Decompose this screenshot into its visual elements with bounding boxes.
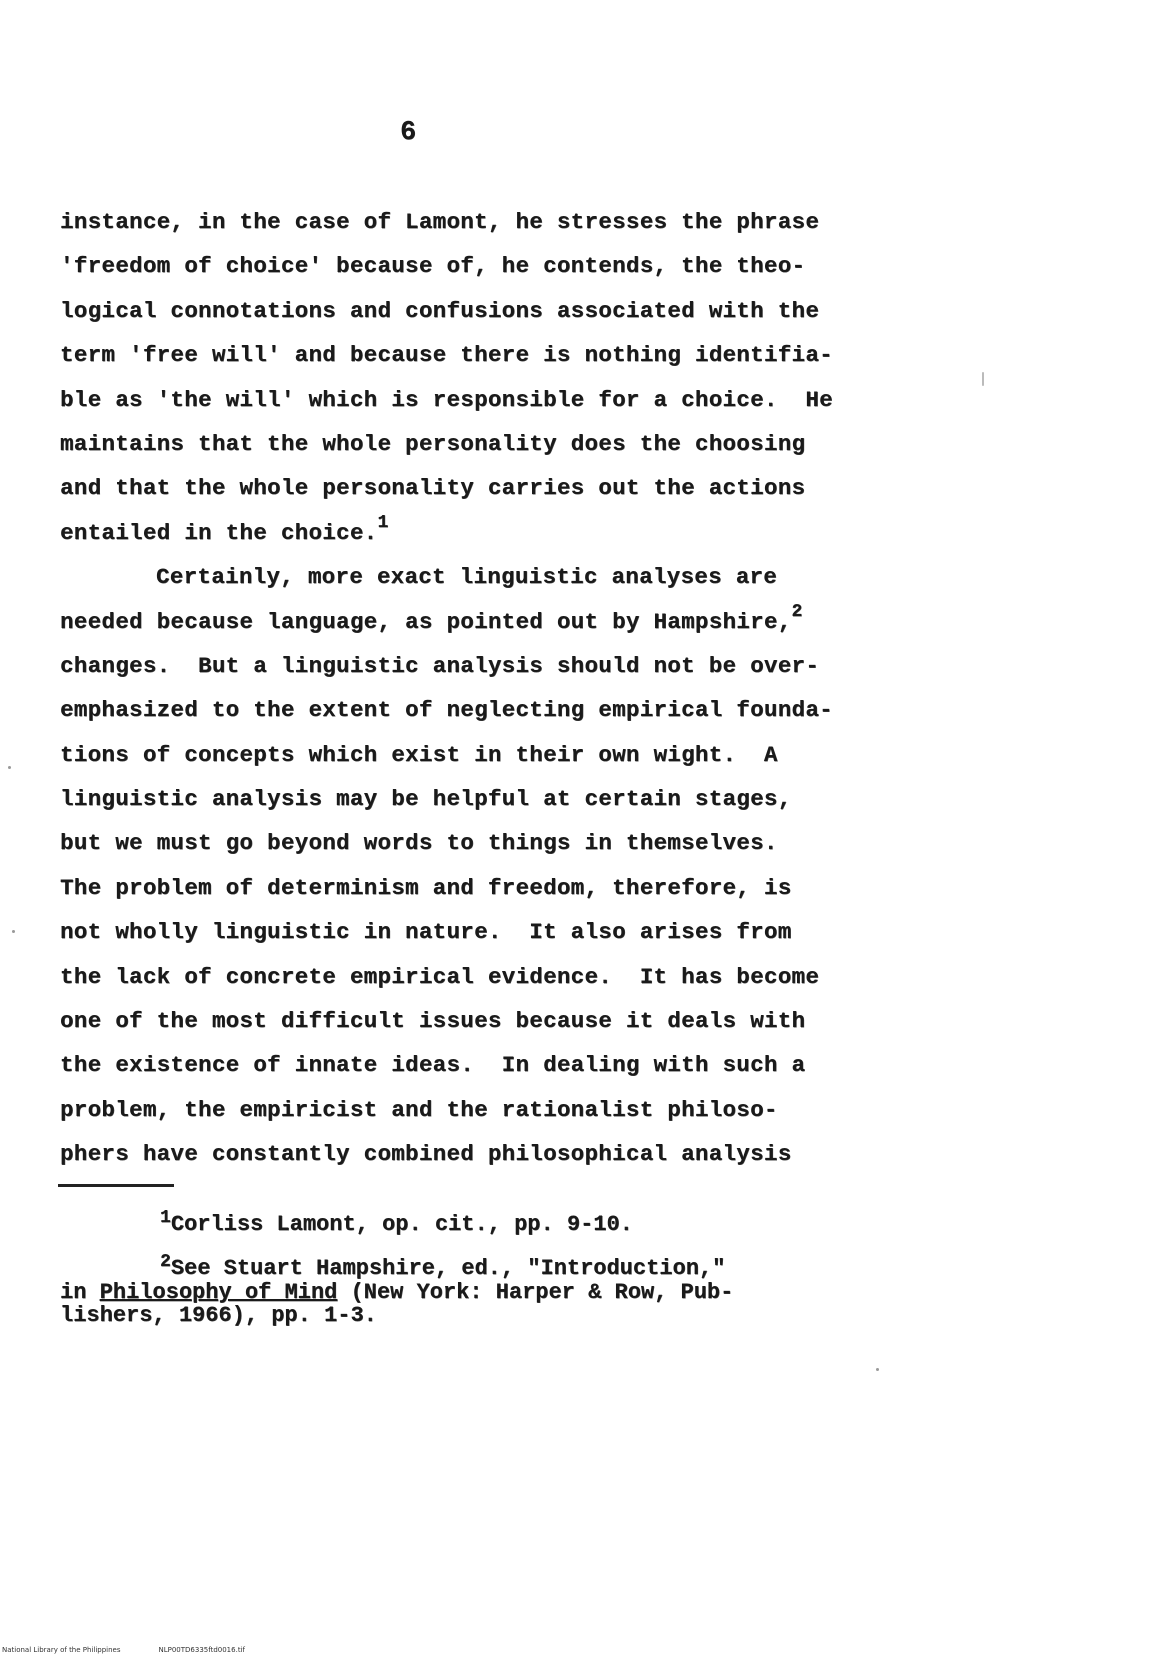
text-line — [60, 555, 860, 599]
text-line — [60, 910, 860, 954]
text-line-content: maintains that the whole personality does the choosing — [60, 430, 806, 457]
text-line-content: problem, the empiricist and the rationalist philoso- — [60, 1096, 778, 1123]
text-line-content: linguistic analysis may be helpful at certain stages, — [60, 786, 792, 813]
text-line — [60, 688, 860, 732]
text-line-content: ble as 'the will' which is responsible for a choice. He — [60, 386, 833, 413]
body-text — [60, 200, 860, 1177]
text-line — [60, 422, 860, 466]
text-line-content: not wholly linguistic in nature. It also arises from — [60, 919, 792, 946]
text-line — [60, 333, 860, 377]
footnote-2-book-title: Philosophy of Mind — [99, 1280, 338, 1305]
text-line-content: tions of concepts which exist in their own wight. A — [60, 741, 778, 768]
scan-speck — [8, 766, 11, 769]
text-line-content: the existence of innate ideas. In dealing with such a — [60, 1052, 806, 1079]
text-line — [60, 1043, 860, 1087]
text-line-content: 'freedom of choice' because of, he contends, the theo- — [60, 253, 806, 280]
text-line — [60, 289, 860, 333]
text-line — [60, 999, 860, 1043]
text-line — [60, 511, 860, 555]
text-line — [60, 644, 860, 688]
text-line — [60, 466, 860, 510]
text-line — [60, 200, 860, 244]
text-line — [60, 600, 860, 644]
text-line-content: entailed in the choice. — [60, 519, 378, 546]
page-number: 6 — [400, 118, 417, 148]
footnote-2-prefix: in — [60, 1280, 100, 1305]
text-line — [60, 955, 860, 999]
text-line-content: Certainly, more exact linguistic analyses are — [156, 564, 778, 591]
text-line — [60, 733, 860, 777]
footnote-2-marker: 2 — [160, 1252, 171, 1272]
text-line-content: one of the most difficult issues because it deals with — [60, 1008, 806, 1035]
scan-footer — [2, 1646, 283, 1654]
footnote-1-marker: 1 — [160, 1208, 171, 1228]
text-line — [60, 866, 860, 910]
text-line — [60, 244, 860, 288]
footnote-reference: 1 — [377, 512, 389, 533]
text-line-content: instance, in the case of Lamont, he stresses the phrase — [60, 209, 820, 235]
text-line-content: needed because language, as pointed out by Hampshire, — [60, 608, 792, 635]
text-line — [60, 777, 860, 821]
scan-speck — [876, 1368, 879, 1371]
footer-filename: NLP00TD6335ftd0016.tif — [158, 1646, 245, 1654]
text-line-content: but we must go beyond words to things in themselves. — [60, 830, 778, 857]
footnote-2-line-1 — [60, 1252, 880, 1281]
footnote-1-text: Corliss Lamont, op. cit., pp. 9-10. — [170, 1212, 633, 1237]
text-line-content: the lack of concrete empirical evidence. It has become — [60, 963, 820, 990]
footnote-2-text-1: See Stuart Hampshire, ed., "Introduction," — [170, 1256, 726, 1281]
text-line-content: emphasized to the extent of neglecting empirical founda- — [60, 697, 833, 724]
footnote-2-suffix: (New York: Harper & Row, Pub- — [337, 1280, 734, 1305]
text-line — [60, 1088, 860, 1132]
footnote-2-line-3: lishers, 1966), pp. 1-3. — [60, 1303, 377, 1328]
text-line — [60, 821, 860, 865]
footnote-1 — [60, 1205, 880, 1245]
scan-speck — [982, 372, 984, 386]
text-line — [60, 1132, 860, 1176]
text-line-content: logical connotations and confusions associated with the — [60, 297, 820, 324]
text-line-content: phers have constantly combined philosophical analysis — [60, 1141, 792, 1168]
footer-library: National Library of the Philippines — [2, 1646, 121, 1654]
text-line-content: and that the whole personality carries out the actions — [60, 475, 806, 502]
footnote-separator — [58, 1184, 174, 1187]
scan-speck — [12, 930, 15, 933]
text-line-content: term 'free will' and because there is nothing identifia- — [60, 342, 833, 369]
text-line-content: changes. But a linguistic analysis should not be over- — [60, 652, 820, 679]
text-line-content: The problem of determinism and freedom, therefore, is — [60, 874, 792, 901]
text-line — [60, 378, 860, 422]
footnotes — [60, 1205, 880, 1327]
footnote-2-line-2 — [60, 1281, 880, 1304]
footnote-reference: 2 — [791, 601, 803, 622]
